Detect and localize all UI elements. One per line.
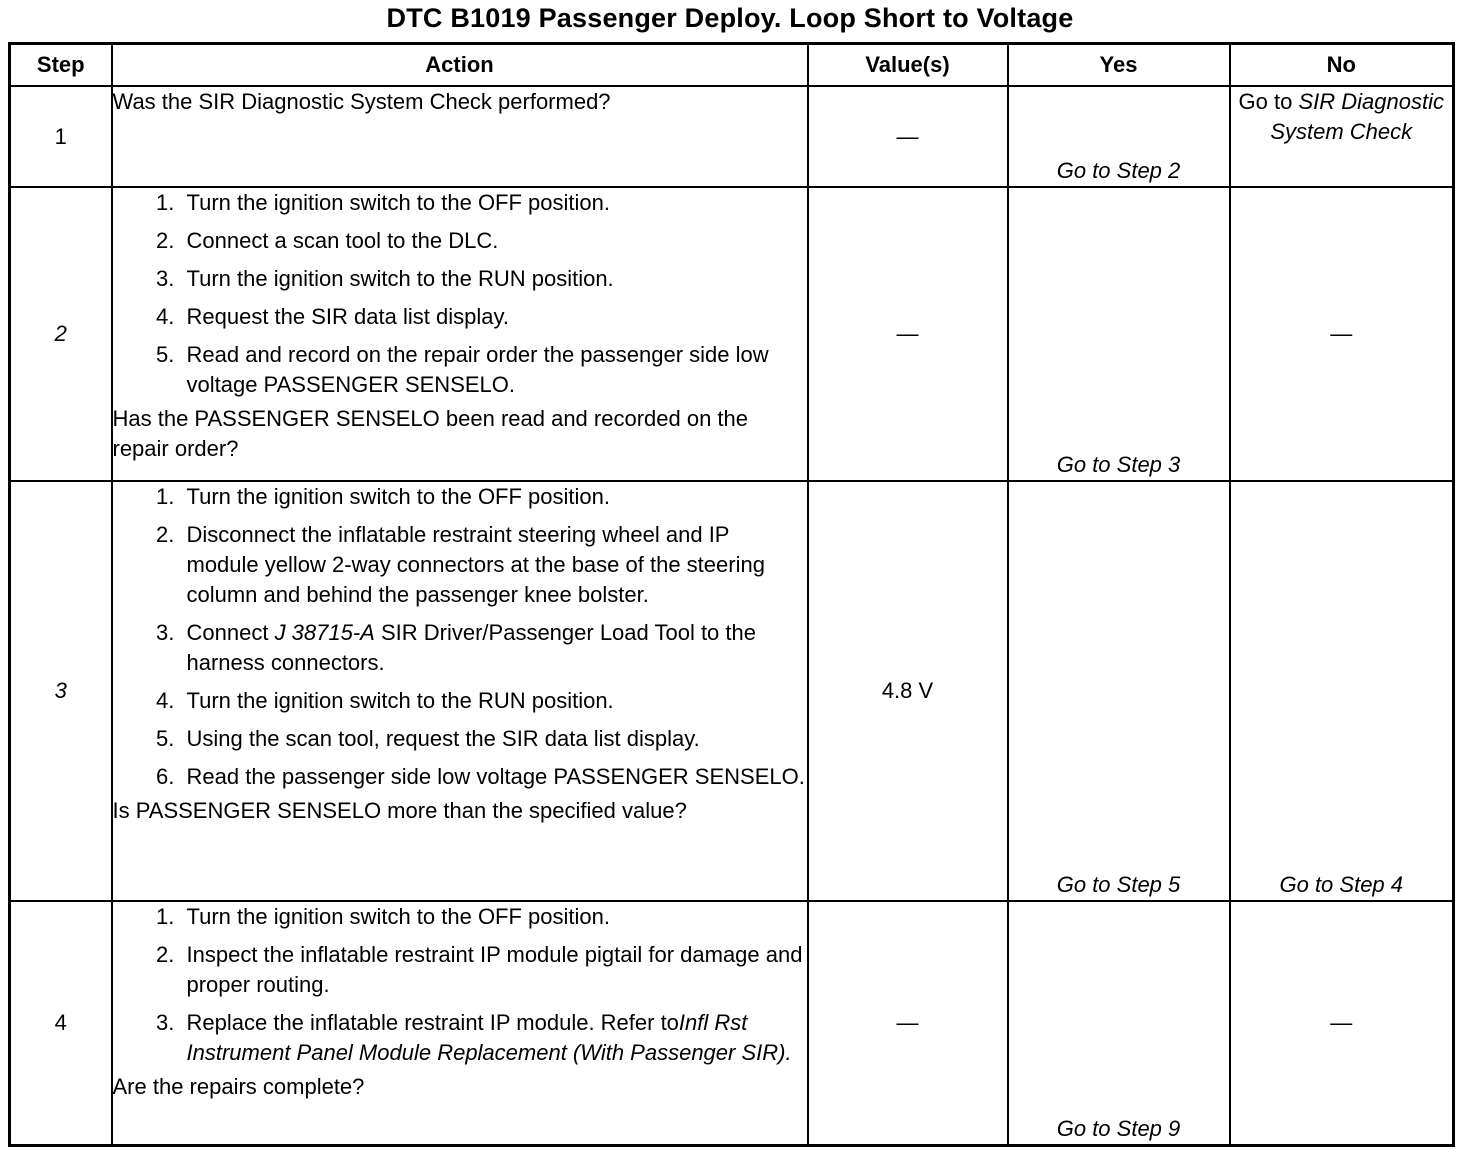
action-step-item: 5. Using the scan tool, request the SIR data list display.	[181, 724, 807, 754]
step-number: 1	[10, 86, 112, 187]
step-number: 4	[10, 901, 112, 1145]
procedure-reference: Infl Rst Instrument Panel Module Replacement (With Passenger SIR).	[186, 1010, 792, 1065]
action-question: Are the repairs complete?	[112, 1074, 365, 1099]
action-question: Has the PASSENGER SENSELO been read and recorded on the repair order?	[112, 406, 749, 461]
action-cell	[112, 901, 808, 1145]
action-step-item	[181, 618, 807, 678]
yes-cell: Go to Step 2	[1008, 86, 1230, 187]
value-cell: 4.8 V	[808, 481, 1008, 901]
action-steps	[113, 902, 807, 1068]
action-step-item: 5. Read and record on the repair order the passenger side low voltage PASSENGER SENSELO.	[181, 340, 807, 400]
step-text: Connect	[186, 620, 275, 645]
table-row-step-1	[10, 86, 1454, 187]
no-link-sir-check: SIR Diagnostic System Check	[1270, 89, 1444, 144]
action-steps	[113, 188, 807, 400]
action-step-item: 2. Disconnect the inflatable restraint steering wheel and IP module yellow 2-way connectors at the base of the steering column and behind the passenger knee bolster.	[181, 520, 807, 610]
value-cell: —	[808, 187, 1008, 481]
yes-cell: Go to Step 5	[1008, 481, 1230, 901]
no-cell	[1230, 86, 1454, 187]
diagnostic-table	[8, 42, 1455, 1147]
value-cell: —	[808, 901, 1008, 1145]
action-steps	[113, 482, 807, 792]
document-title: DTC B1019 Passenger Deploy. Loop Short to Voltage	[386, 3, 1074, 33]
header-values: Value(s)	[808, 44, 1008, 87]
header-action: Action	[112, 44, 808, 87]
tool-reference: J 38715-A	[274, 620, 375, 645]
action-question: Was the SIR Diagnostic System Check performed?	[112, 89, 611, 114]
action-step-item: 1. Turn the ignition switch to the OFF position.	[181, 482, 807, 512]
no-cell: —	[1230, 187, 1454, 481]
header-no: No	[1230, 44, 1454, 87]
table-row-step-3	[10, 481, 1454, 901]
action-question: Is PASSENGER SENSELO more than the specified value?	[112, 798, 687, 823]
action-step-item: 2. Connect a scan tool to the DLC.	[181, 226, 807, 256]
action-cell	[112, 481, 808, 901]
step-number: 3	[10, 481, 112, 901]
action-step-item: 4. Turn the ignition switch to the RUN position.	[181, 686, 807, 716]
value-cell: —	[808, 86, 1008, 187]
action-step-item: 6. Read the passenger side low voltage PASSENGER SENSELO.	[181, 762, 807, 792]
action-step-item: 3. Turn the ignition switch to the RUN position.	[181, 264, 807, 294]
step-text: Replace the inflatable restraint IP module. Refer to	[186, 1010, 679, 1035]
yes-cell: Go to Step 3	[1008, 187, 1230, 481]
yes-cell: Go to Step 9	[1008, 901, 1230, 1145]
no-prefix: Go to	[1238, 89, 1299, 114]
header-yes: Yes	[1008, 44, 1230, 87]
action-step-item: 4. Request the SIR data list display.	[181, 302, 807, 332]
action-step-item	[181, 1008, 807, 1068]
header-step: Step	[10, 44, 112, 87]
table-row-step-2	[10, 187, 1454, 481]
table-row-step-4	[10, 901, 1454, 1145]
action-cell	[112, 86, 808, 187]
no-cell: Go to Step 4	[1230, 481, 1454, 901]
step-number: 2	[10, 187, 112, 481]
action-step-item: 1. Turn the ignition switch to the OFF position.	[181, 188, 807, 218]
no-cell: —	[1230, 901, 1454, 1145]
header-row	[10, 44, 1454, 87]
action-cell	[112, 187, 808, 481]
action-step-item: 1. Turn the ignition switch to the OFF position.	[181, 902, 807, 932]
step-text: SIR Driver/Passenger Load Tool to the harness connectors.	[186, 620, 756, 675]
action-step-item: 2. Inspect the inflatable restraint IP module pigtail for damage and proper routing.	[181, 940, 807, 1000]
